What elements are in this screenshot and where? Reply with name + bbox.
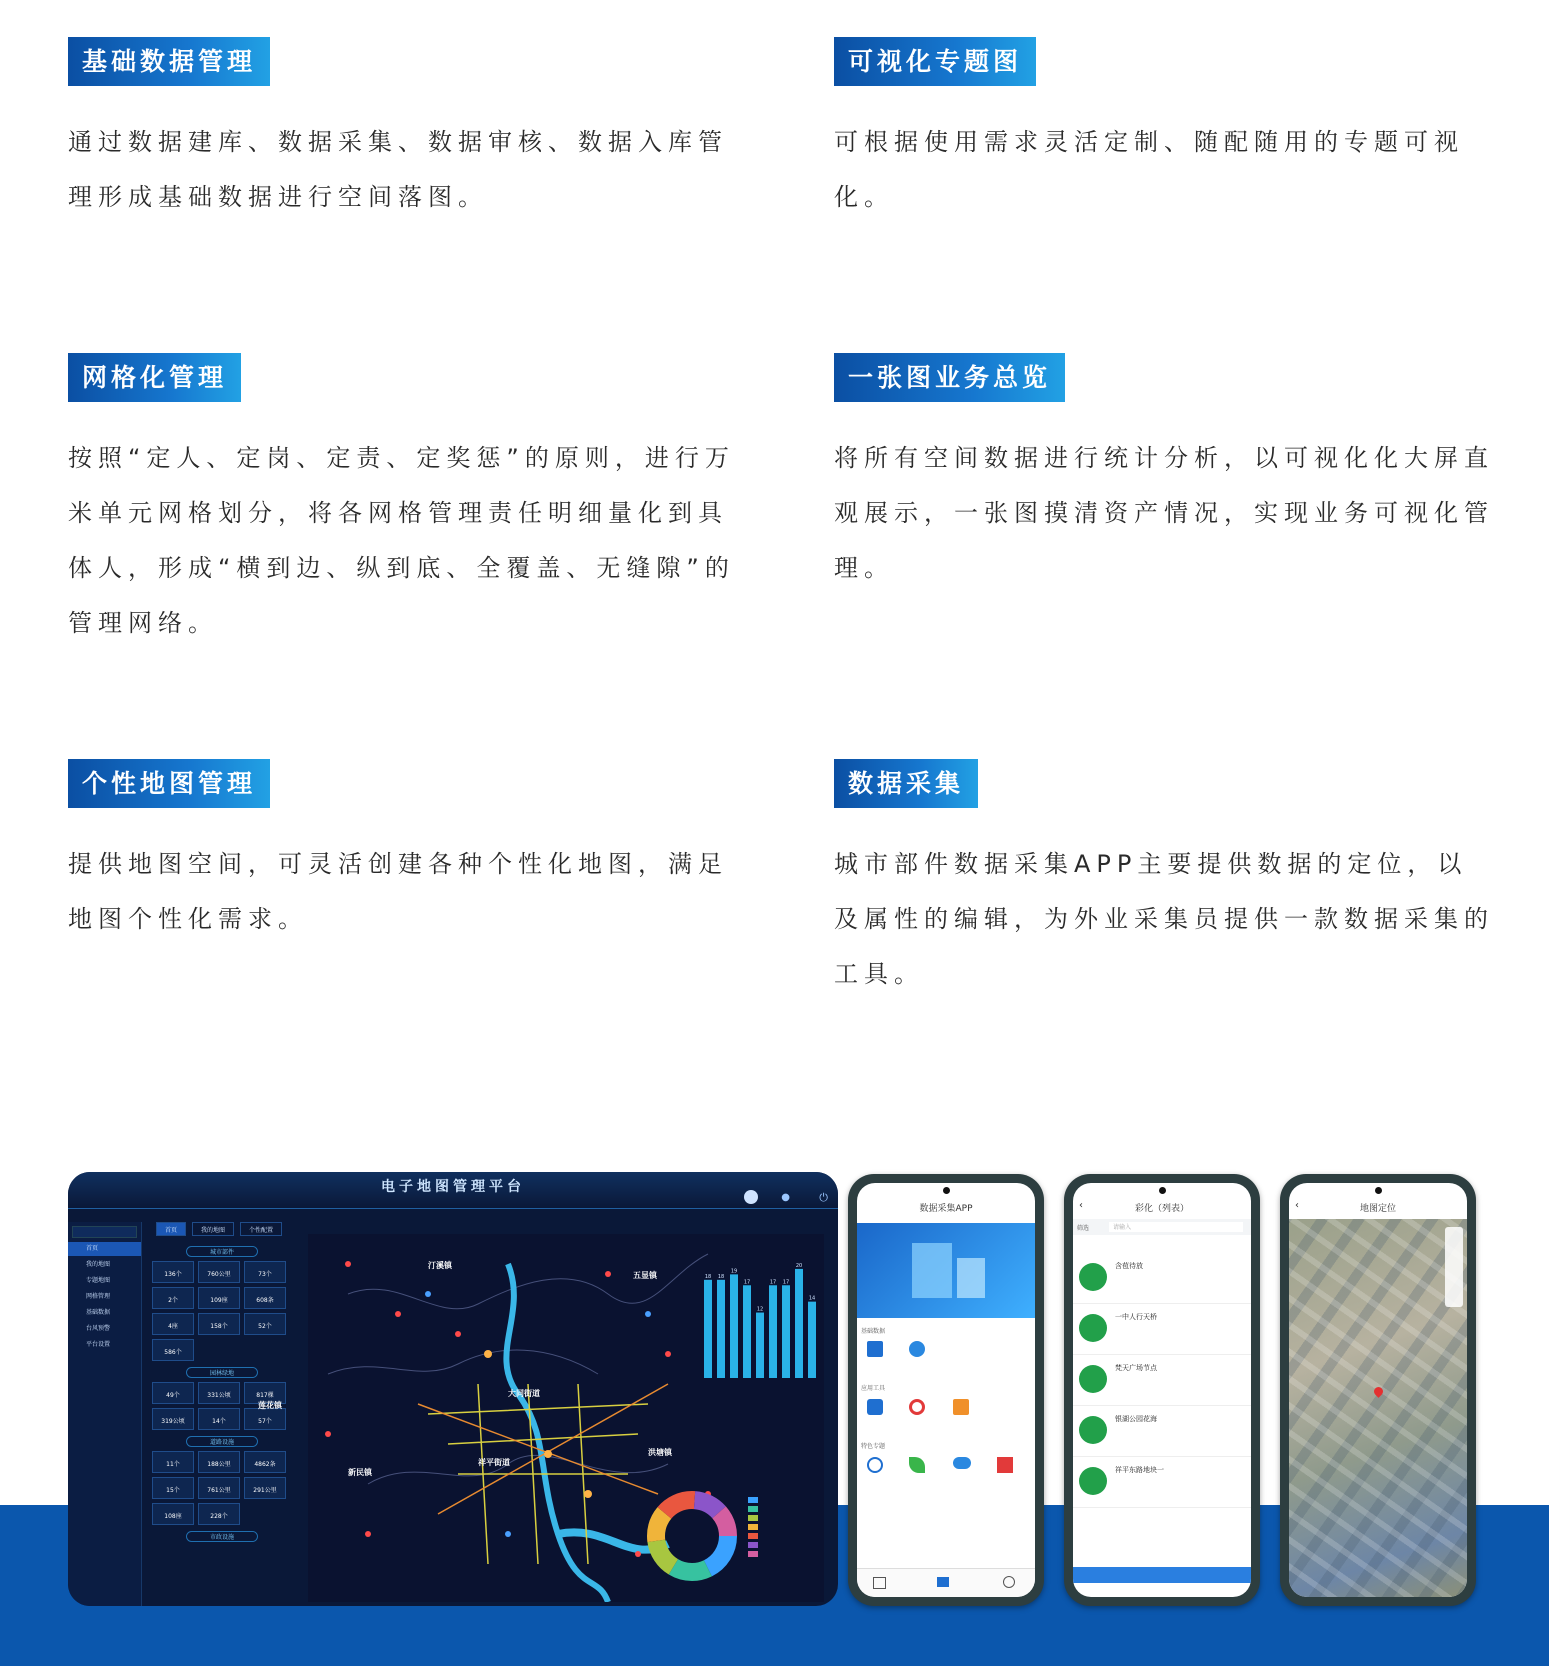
stat-cell: 57个 — [244, 1408, 286, 1430]
bar-value-label: 17 — [782, 1279, 790, 1286]
filter-bar — [1073, 1219, 1251, 1235]
feature-data-collection — [834, 759, 1494, 1002]
bar-value-label: 14 — [808, 1295, 816, 1302]
stat-cell: 291公里 — [244, 1477, 286, 1499]
stats-section-title: 市政设施 — [186, 1531, 258, 1542]
sidebar-item[interactable]: 平台设置 — [86, 1341, 111, 1348]
section-label: 应用工具 — [861, 1385, 886, 1392]
bar-value-label: 18 — [704, 1273, 712, 1280]
map-tool-buttons[interactable] — [1445, 1227, 1463, 1307]
bottom-nav — [857, 1568, 1035, 1597]
compass-icon[interactable] — [867, 1457, 883, 1473]
feature-visual-map — [834, 37, 1494, 225]
bar — [704, 1280, 712, 1378]
dashboard-screenshot — [68, 1172, 838, 1606]
water-icon[interactable] — [909, 1341, 925, 1357]
phone-screen — [1289, 1183, 1467, 1597]
flower-icon — [1079, 1416, 1107, 1444]
bar — [743, 1285, 751, 1378]
feature-desc: 将所有空间数据进行统计分析，以可视化化大屏直观展示，一张图摸清资产情况，实现业务可视化管理。 — [834, 444, 1494, 582]
dashboard-header — [68, 1172, 838, 1209]
town-label: 洪塘镇 — [648, 1448, 672, 1457]
tab[interactable]: 我的地图 — [192, 1222, 234, 1236]
town-label: 大同街道 — [508, 1389, 540, 1398]
wave-icon[interactable] — [953, 1457, 971, 1469]
back-icon[interactable]: ‹ — [1295, 1200, 1299, 1211]
satellite-map[interactable] — [1289, 1219, 1467, 1597]
bar-value-label: 17 — [743, 1279, 751, 1286]
sidebar-item[interactable]: 网格管理 — [86, 1293, 111, 1300]
stats-panel — [152, 1240, 292, 1602]
stat-cell: 4862条 — [244, 1451, 286, 1473]
stat-cell: 11个 — [152, 1451, 194, 1473]
list-item[interactable] — [1073, 1304, 1251, 1355]
stat-cell: 4座 — [152, 1313, 194, 1335]
stat-cell: 761公里 — [198, 1477, 240, 1499]
bar-value-label: 19 — [730, 1268, 738, 1275]
camera-icon — [1159, 1187, 1166, 1194]
message-icon[interactable] — [873, 1577, 886, 1589]
stats-section-title: 道路设施 — [186, 1436, 258, 1447]
stat-cell: 73个 — [244, 1261, 286, 1283]
phone-map-locate — [1280, 1174, 1476, 1606]
phone-screen — [1073, 1183, 1251, 1597]
feature-title: 基础数据管理 — [68, 37, 270, 86]
power-icon[interactable]: ⏻ — [819, 1191, 828, 1204]
stat-cell: 158个 — [198, 1313, 240, 1335]
stat-cell: 49个 — [152, 1382, 194, 1404]
feature-title: 一张图业务总览 — [834, 353, 1065, 402]
dashboard-tabs — [156, 1222, 282, 1236]
list-item-title: 一中人行天桥 — [1115, 1313, 1157, 1321]
bar-value-label: 20 — [795, 1262, 803, 1269]
flower-icon — [1079, 1467, 1107, 1495]
bar — [769, 1285, 777, 1378]
list-item[interactable] — [1073, 1406, 1251, 1457]
filter-button[interactable]: 筛选 — [1077, 1225, 1090, 1232]
sidebar-item[interactable]: 首页 — [68, 1242, 141, 1256]
stat-cell: 228个 — [198, 1503, 240, 1525]
stat-cell: 15个 — [152, 1477, 194, 1499]
stat-cell: 2个 — [152, 1287, 194, 1309]
stat-cell: 108座 — [152, 1503, 194, 1525]
avatar[interactable] — [744, 1190, 758, 1204]
stat-cell: 331公顷 — [198, 1382, 240, 1404]
bar-value-label: 12 — [756, 1306, 764, 1313]
sidebar — [68, 1222, 142, 1606]
leaf-icon[interactable] — [909, 1457, 925, 1473]
bar — [730, 1274, 738, 1378]
camera-icon — [1375, 1187, 1382, 1194]
feature-desc: 通过数据建库、数据采集、数据审核、数据入库管理形成基础数据进行空间落图。 — [68, 128, 728, 211]
stat-cell: 608条 — [244, 1287, 286, 1309]
feature-desc: 城市部件数据采集APP主要提供数据的定位，以及属性的编辑，为外业采集员提供一款数据采集的工具。 — [834, 850, 1494, 988]
bar-chart — [696, 1248, 826, 1398]
feature-desc: 提供地图空间，可灵活创建各种个性化地图，满足地图个性化需求。 — [68, 850, 728, 933]
bell-icon[interactable]: ● — [781, 1192, 790, 1203]
bar — [756, 1313, 764, 1378]
list-item[interactable] — [1073, 1253, 1251, 1304]
stat-cell: 136个 — [152, 1261, 194, 1283]
stat-cell: 319公顷 — [152, 1408, 194, 1430]
donut-chart — [644, 1488, 740, 1584]
tab[interactable]: 个性配置 — [240, 1222, 282, 1236]
list-item[interactable] — [1073, 1355, 1251, 1406]
flower-icon — [1079, 1365, 1107, 1393]
list-item-title: 梵天广场节点 — [1115, 1364, 1157, 1372]
building-icon[interactable] — [867, 1341, 883, 1357]
location-pin-icon — [1372, 1385, 1385, 1398]
stats-section-title: 城市部件 — [186, 1246, 258, 1257]
feature-title: 个性地图管理 — [68, 759, 270, 808]
bar-value-label: 17 — [769, 1279, 777, 1286]
stats-grid — [152, 1261, 292, 1361]
town-label: 五显镇 — [633, 1271, 657, 1280]
bar — [808, 1302, 816, 1378]
donut-legend — [748, 1494, 828, 1560]
feature-desc: 可根据使用需求灵活定制、随配随用的专题可视化。 — [834, 128, 1464, 211]
home-icon[interactable] — [937, 1577, 949, 1587]
stat-cell: 760公里 — [198, 1261, 240, 1283]
list-item[interactable] — [1073, 1457, 1251, 1508]
feature-grid-management — [68, 353, 738, 651]
phone-title: 彩化（列表） — [1134, 1204, 1189, 1214]
record-icon[interactable] — [909, 1399, 925, 1415]
app-banner — [857, 1223, 1035, 1318]
tab[interactable]: 首页 — [156, 1222, 186, 1236]
town-label: 汀溪镇 — [428, 1261, 452, 1270]
back-icon[interactable]: ‹ — [1079, 1200, 1083, 1211]
sidebar-menu — [68, 1242, 141, 1352]
list-item-title: 银湖公园花海 — [1115, 1415, 1157, 1423]
phone-list — [1064, 1174, 1260, 1606]
bar-value-label: 18 — [717, 1273, 725, 1280]
bar — [717, 1280, 725, 1378]
bar — [795, 1269, 803, 1378]
sidebar-item[interactable]: 专题地图 — [86, 1277, 111, 1284]
stats-section-title: 园林绿地 — [186, 1367, 258, 1378]
town-label: 莲花镇 — [258, 1401, 282, 1410]
doc-icon[interactable] — [953, 1399, 969, 1415]
sidebar-search-input[interactable] — [72, 1226, 137, 1238]
sidebar-item[interactable]: 台风预警 — [86, 1325, 111, 1332]
record-list — [1073, 1253, 1251, 1508]
stats-grid — [152, 1451, 292, 1525]
phone-screen — [857, 1183, 1035, 1597]
add-button[interactable] — [1073, 1567, 1251, 1583]
list-item-title: 祥平东路地块一 — [1115, 1466, 1164, 1474]
town-label: 新民镇 — [348, 1468, 372, 1477]
bar — [782, 1285, 790, 1378]
search-input[interactable]: 请输入 — [1109, 1222, 1243, 1232]
flower-icon — [1079, 1263, 1107, 1291]
phone-title: 数据采集APP — [919, 1204, 973, 1214]
stat-cell: 188公里 — [198, 1451, 240, 1473]
feature-title: 数据采集 — [834, 759, 978, 808]
stat-cell: 52个 — [244, 1313, 286, 1335]
bank-icon[interactable] — [997, 1457, 1013, 1473]
dashboard-title: 电子地图管理平台 — [381, 1179, 525, 1195]
camera-icon — [943, 1187, 950, 1194]
section-label: 基础数据 — [861, 1328, 886, 1335]
phone-app-home — [848, 1174, 1044, 1606]
phone-title: 地图定位 — [1359, 1204, 1396, 1214]
stat-cell: 14个 — [198, 1408, 240, 1430]
town-label: 祥平街道 — [478, 1458, 510, 1467]
flower-icon — [1079, 1314, 1107, 1342]
feature-overview — [834, 353, 1494, 596]
section-label: 特色专题 — [861, 1443, 886, 1450]
feature-desc: 按照“定人、定岗、定责、定奖惩”的原则，进行万米单元网格划分，将各网格管理责任明细量化到具体人，形成“横到边、纵到底、全覆盖、无缝隙”的管理网络。 — [68, 444, 735, 637]
feature-custom-map — [68, 759, 738, 947]
list-item-title: 含苞待放 — [1115, 1262, 1143, 1270]
person-icon[interactable] — [867, 1399, 883, 1415]
user-icon[interactable] — [1003, 1576, 1015, 1588]
feature-title: 可视化专题图 — [834, 37, 1036, 86]
sidebar-item[interactable]: 基础数据 — [86, 1309, 111, 1316]
stat-cell: 817棵 — [244, 1382, 286, 1404]
stat-cell: 109座 — [198, 1287, 240, 1309]
sidebar-item[interactable]: 我的地图 — [86, 1261, 111, 1268]
stat-cell: 586个 — [152, 1339, 194, 1361]
feature-title: 网格化管理 — [68, 353, 241, 402]
feature-basic-data — [68, 37, 738, 225]
